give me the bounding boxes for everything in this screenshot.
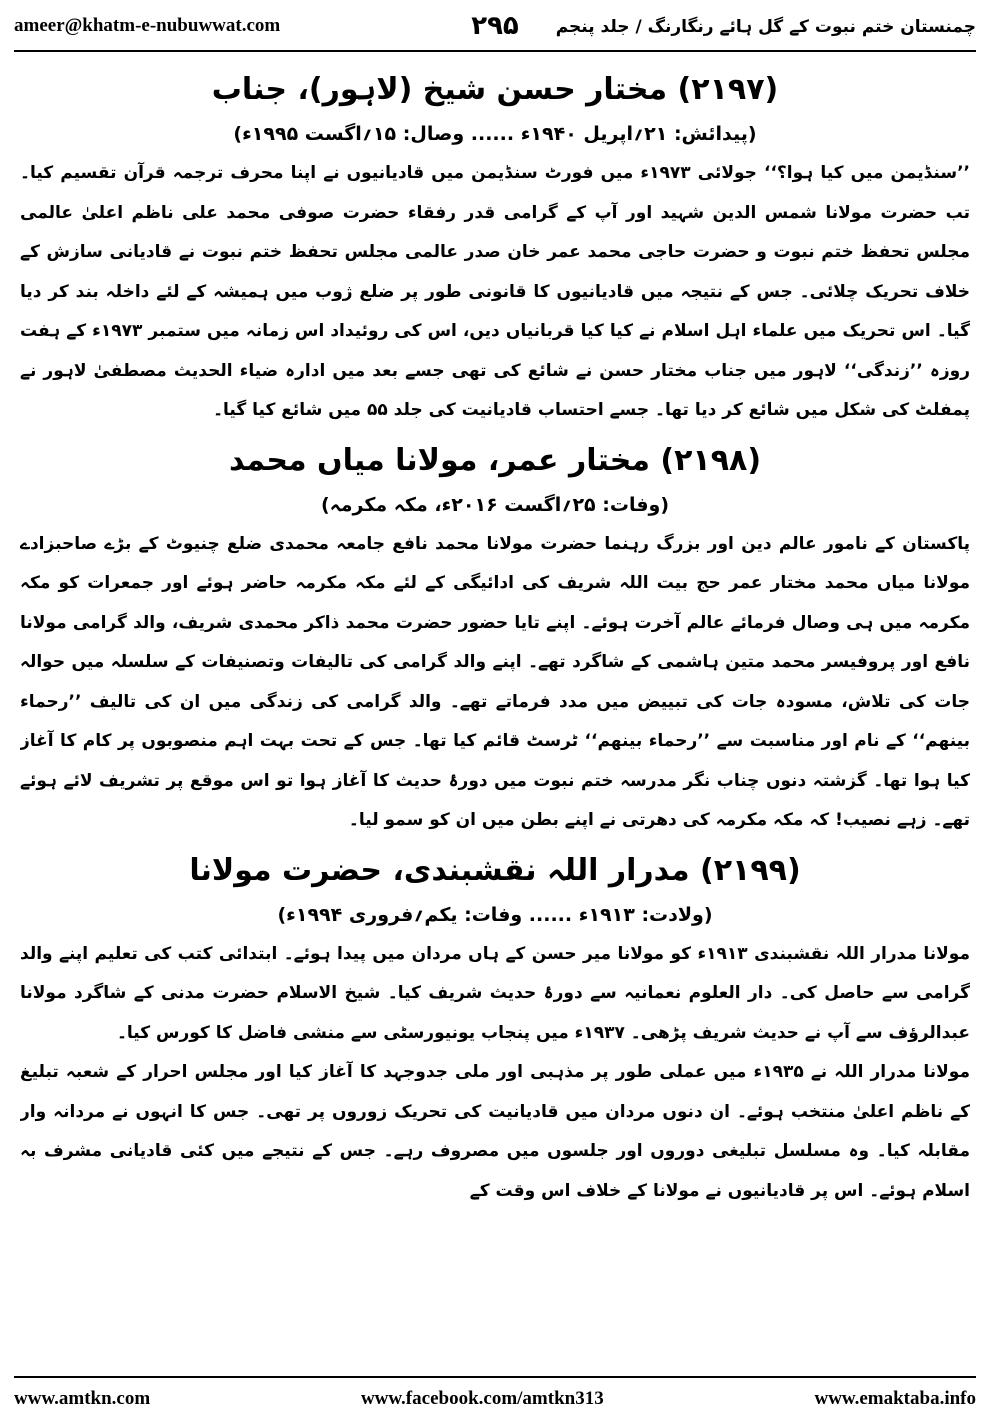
section-dates: (وفات: ۲۵؍اگست ۲۰۱۶ء، مکہ مکرمہ) (320, 493, 670, 516)
footer-link-amtkn[interactable]: www.amtkn.com (14, 1388, 151, 1409)
section-2197 (20, 64, 970, 431)
section-title: (۲۱۹۷) مختار حسن شیخ (لاہور)، جناب (211, 72, 779, 107)
page-footer (14, 1380, 976, 1418)
section-title: (۲۱۹۸) مختار عمر، مولانا میاں محمد (228, 442, 762, 478)
page-header (14, 4, 976, 48)
paragraph: پاکستان کے نامور عالم دین اور بزرگ رہنما حضرت مولانا محمد نافع جامعہ محمدی ضلع چنیوٹ کے بڑے صاحبزادے مولانا میاں محمد مختار عمر حج بیت اللہ شریف کی ادائیگی کے لئے مکہ مکرمہ حاضر ہوئے اور جمعرات کو مکہ مکرمہ میں ہی وصال فرمائے عالم آخرت ہوئے۔ اپنے تایا حضور حضرت محمد ذاکر محمدی شریف، والد گرامی مولانا نافع اور پروفیسر محمد متین ہاشمی کے شاگرد تھے۔ اپنے والد گرامی کی تالیفات وتصنیفات کے سلسلہ میں حوالہ جات کی تلاش، مسودہ جات کی تبییض میں مدد فرماتے تھے۔ والد گرامی کی زندگی میں ان کی تالیف ’’رحماء بینھم‘‘ کے نام اور مناسبت سے ’’رحماء بینھم‘‘ ٹرسٹ قائم کیا تھا۔ جس کے تحت بہت اہم منصوبوں پر کام کا آغاز کیا ہوا تھا۔ گزشتہ دنوں چناب نگر مدرسہ ختم نبوت میں دورۂ حدیث کا آغاز ہوا تو اس موقع پر تشریف لائے ہوئے تھے۔ زہے نصیب! کہ مکہ مکرمہ کی دھرتی نے اپنے بطن میں ان کو سمو لیا۔ (20, 533, 970, 830)
header-divider (14, 50, 976, 52)
header-email[interactable]: ameer@khatm-e-nubuwwat.com (14, 15, 281, 36)
section-title: (۲۱۹۹) مدرار اللہ نقشبندی، حضرت مولانا (189, 852, 801, 888)
page-content (20, 60, 970, 1370)
book-title: چمنستان ختم نبوت کے گل ہائے رنگارنگ / جلد پنجم (555, 16, 976, 37)
section-2198 (20, 435, 970, 841)
section-2199 (20, 845, 970, 1212)
section-dates: (ولادت: ۱۹۱۳ء ...... وفات: یکم؍فروری ۱۹۹۴ء) (277, 903, 713, 926)
paragraph: ’’سنڈیمن میں کیا ہوا؟‘‘ جولائی ۱۹۷۳ء میں فورٹ سنڈیمن میں قادیانیوں نے اپنا محرف ترجمہ قرآن تقسیم کیا۔ تب حضرت مولانا شمس الدین شہید اور آپ کے گرامی قدر رفقاء حضرت صوفی محمد علی ناظم اعلیٰ عالمی مجلس تحفظ ختم نبوت و حضرت حاجی محمد عمر خان صدر عالمی مجلس تحفظ ختم نبوت نے قادیانی سازش کے خلاف تحریک چلائی۔ جس کے نتیجہ میں قادیانیوں کا قانونی طور پر ضلع ژوب میں ہمیشہ کے لئے داخلہ بند کر دیا گیا۔ اس تحریک میں علماء اہل اسلام نے کیا کیا قربانیاں دیں، اس کی روئیداد اس زمانہ میں ستمبر ۱۹۷۳ء کے ہفت روزہ ’’زندگی‘‘ لاہور میں جناب مختار حسن نے شائع کی تھی جسے بعد میں ادارہ ضیاء الحدیث مصطفیٰ لاہور نے پمفلٹ کی شکل میں شائع کر دیا تھا۔ جسے احتساب قادیانیت کی جلد ۵۵ میں شائع کیا گیا۔ (20, 163, 970, 420)
page-number: ۲۹۵ (471, 11, 519, 41)
footer-divider (14, 1376, 976, 1378)
paragraph: مولانا مدرار اللہ نقشبندی ۱۹۱۳ء کو مولانا میر حسن کے ہاں مردان میں پیدا ہوئے۔ ابتدائی کتب کی تعلیم اپنے والد گرامی سے حاصل کی۔ دار العلوم نعمانیہ سے دورۂ حدیث شریف کیا۔ شیخ الاسلام حضرت مدنی کے شاگرد مولانا عبدالرؤف سے آپ نے حدیث شریف پڑھی۔ ۱۹۳۷ء میں پنجاب یونیورسٹی سے منشی فاضل کا کورس کیا۔ (20, 943, 970, 1043)
footer-link-emaktaba[interactable]: www.emaktaba.info (814, 1388, 976, 1409)
paragraph: مولانا مدرار اللہ نے ۱۹۳۵ء میں عملی طور پر مذہبی اور ملی جدوجہد کا آغاز کیا اور مجلس احرار کے شعبہ تبلیغ کے ناظم اعلیٰ منتخب ہوئے۔ ان دنوں مردان میں قادیانیت کی تحریک زوروں پر تھی۔ جس کا انہوں نے مردانہ وار مقابلہ کیا۔ وہ مسلسل تبلیغی دوروں اور جلسوں میں مصروف رہے۔ جس کے نتیجے میں کئی قادیانی مشرف بہ اسلام ہوئے۔ اس پر قادیانیوں نے مولانا کے خلاف اس وقت کے (20, 1062, 970, 1201)
footer-link-facebook[interactable]: www.facebook.com/amtkn313 (360, 1388, 604, 1409)
section-dates: (پیدائش: ۲۱؍اپریل ۱۹۴۰ء ...... وصال: ۱۵؍اگست ۱۹۹۵ء) (233, 123, 757, 145)
